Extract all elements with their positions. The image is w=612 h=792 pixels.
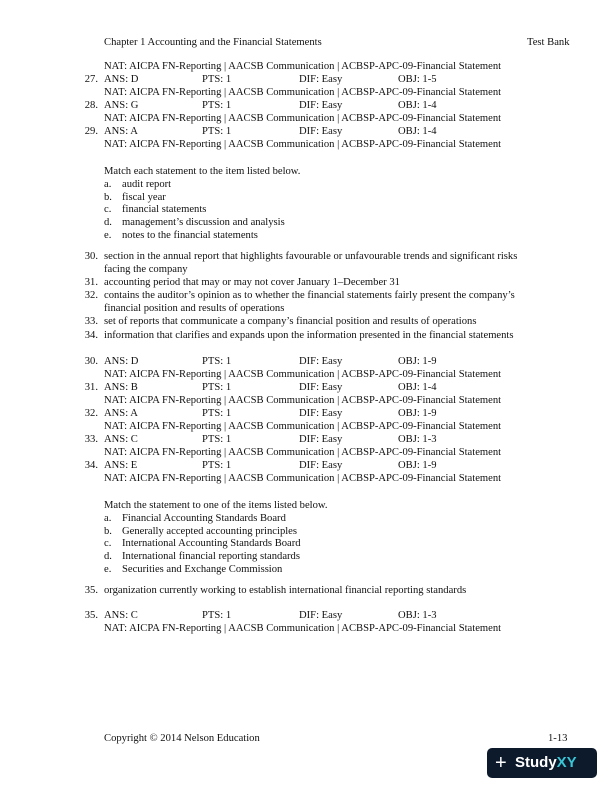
nat-line: NAT: AICPA FN-Reporting | AACSB Communication | ACBSP-APC-09-Financial Statement xyxy=(104,623,502,634)
answer-difficulty: DIF: Easy xyxy=(299,434,343,445)
answer-points: PTS: 1 xyxy=(202,100,232,111)
answer-difficulty: DIF: Easy xyxy=(299,356,343,367)
option-text: financial statements xyxy=(122,204,207,215)
nat-line: NAT: AICPA FN-Reporting | AACSB Communication | ACBSP-APC-09-Financial Statement xyxy=(104,113,502,124)
answer-points: PTS: 1 xyxy=(202,460,232,471)
question-text: accounting period that may or may not cover January 1–December 31 xyxy=(104,277,400,288)
nat-line: NAT: AICPA FN-Reporting | AACSB Communication | ACBSP-APC-09-Financial Statement xyxy=(104,139,502,150)
answer-points: PTS: 1 xyxy=(202,126,232,137)
nat-line: NAT: AICPA FN-Reporting | AACSB Communication | ACBSP-APC-09-Financial Statement xyxy=(104,421,502,432)
answer-objective: OBJ: 1-4 xyxy=(398,382,437,393)
question-number: 32. xyxy=(84,290,98,301)
answer-key: ANS: G xyxy=(104,100,139,111)
answer-difficulty: DIF: Easy xyxy=(299,100,343,111)
option-letter: a. xyxy=(104,179,112,190)
answer-points: PTS: 1 xyxy=(202,356,232,367)
option-text: Generally accepted accounting principles xyxy=(122,526,298,537)
answer-number: 29. xyxy=(84,126,98,137)
answer-difficulty: DIF: Easy xyxy=(299,460,343,471)
answer-key: ANS: C xyxy=(104,434,138,445)
answer-difficulty: DIF: Easy xyxy=(299,408,343,419)
option-text: Financial Accounting Standards Board xyxy=(122,513,286,524)
answer-points: PTS: 1 xyxy=(202,434,232,445)
nat-line: NAT: AICPA FN-Reporting | AACSB Communication | ACBSP-APC-09-Financial Statement xyxy=(104,369,502,380)
answer-difficulty: DIF: Easy xyxy=(299,382,343,393)
option-text: International Accounting Standards Board xyxy=(122,538,301,549)
option-letter: b. xyxy=(104,526,112,537)
answer-difficulty: DIF: Easy xyxy=(299,126,343,137)
answer-number: 27. xyxy=(84,74,98,85)
answer-objective: OBJ: 1-9 xyxy=(398,408,437,419)
answer-number: 28. xyxy=(84,100,98,111)
answer-objective: OBJ: 1-9 xyxy=(398,460,437,471)
question-text: set of reports that communicate a company’s financial position and results of operations xyxy=(104,316,477,327)
option-text: management’s discussion and analysis xyxy=(122,217,285,228)
option-letter: c. xyxy=(104,538,112,549)
footer-copyright: Copyright © 2014 Nelson Education xyxy=(104,733,260,744)
answer-key: ANS: E xyxy=(104,460,138,471)
match-instruction: Match each statement to the item listed below. xyxy=(104,166,301,177)
answer-objective: OBJ: 1-4 xyxy=(398,100,437,111)
option-letter: c. xyxy=(104,204,112,215)
plus-icon: + xyxy=(495,752,507,774)
option-letter: e. xyxy=(104,564,112,575)
option-text: audit report xyxy=(122,179,172,190)
option-text: notes to the financial statements xyxy=(122,230,258,241)
page-header-label: Test Bank xyxy=(527,37,570,48)
answer-number: 34. xyxy=(84,460,98,471)
nat-line: NAT: AICPA FN-Reporting | AACSB Communication | ACBSP-APC-09-Financial Statement xyxy=(104,395,502,406)
answer-number: 30. xyxy=(84,356,98,367)
question-text: section in the annual report that highlights favourable or unfavourable trends and significant risks facing the company xyxy=(104,251,518,275)
option-letter: d. xyxy=(104,551,112,562)
studyxy-badge[interactable] xyxy=(487,748,597,778)
answer-number: 32. xyxy=(84,408,98,419)
answer-key: ANS: D xyxy=(104,74,139,85)
question-text: contains the auditor’s opinion as to whether the financial statements fairly present the company’s financial position and results of operations xyxy=(104,290,515,314)
brand-main: Study xyxy=(515,754,557,771)
answer-objective: OBJ: 1-9 xyxy=(398,356,437,367)
footer-page-number: 1-13 xyxy=(548,733,568,744)
question-number: 30. xyxy=(84,251,98,262)
nat-line: NAT: AICPA FN-Reporting | AACSB Communication | ACBSP-APC-09-Financial Statement xyxy=(104,447,502,458)
answer-number: 33. xyxy=(84,434,98,445)
answer-key: ANS: A xyxy=(104,126,138,137)
answer-objective: OBJ: 1-3 xyxy=(398,434,437,445)
brand-accent: XY xyxy=(556,754,577,771)
answer-key: ANS: C xyxy=(104,610,138,621)
answer-key: ANS: A xyxy=(104,408,138,419)
option-letter: a. xyxy=(104,513,112,524)
question-text: organization currently working to establish international financial reporting standards xyxy=(104,585,467,596)
option-text: International financial reporting standards xyxy=(122,551,300,562)
answer-difficulty: DIF: Easy xyxy=(299,74,343,85)
question-number: 31. xyxy=(84,277,98,288)
answer-objective: OBJ: 1-5 xyxy=(398,74,437,85)
question-text: information that clarifies and expands upon the information presented in the financial statements xyxy=(104,330,514,341)
option-letter: b. xyxy=(104,192,112,203)
answer-key: ANS: B xyxy=(104,382,138,393)
answer-objective: OBJ: 1-4 xyxy=(398,126,437,137)
question-number: 34. xyxy=(84,330,98,341)
answer-number: 35. xyxy=(84,610,98,621)
answer-objective: OBJ: 1-3 xyxy=(398,610,437,621)
option-letter: d. xyxy=(104,217,112,228)
answer-difficulty: DIF: Easy xyxy=(299,610,343,621)
studyxy-logo xyxy=(515,748,577,778)
question-number: 35. xyxy=(84,585,98,596)
nat-line: NAT: AICPA FN-Reporting | AACSB Communication | ACBSP-APC-09-Financial Statement xyxy=(104,61,502,72)
nat-line: NAT: AICPA FN-Reporting | AACSB Communication | ACBSP-APC-09-Financial Statement xyxy=(104,87,502,98)
answer-points: PTS: 1 xyxy=(202,382,232,393)
answer-points: PTS: 1 xyxy=(202,408,232,419)
option-letter: e. xyxy=(104,230,112,241)
answer-number: 31. xyxy=(84,382,98,393)
option-text: fiscal year xyxy=(122,192,166,203)
question-number: 33. xyxy=(84,316,98,327)
answer-key: ANS: D xyxy=(104,356,139,367)
page-header-title: Chapter 1 Accounting and the Financial Statements xyxy=(104,37,322,48)
answer-points: PTS: 1 xyxy=(202,610,232,621)
option-text: Securities and Exchange Commission xyxy=(122,564,283,575)
match-instruction: Match the statement to one of the items listed below. xyxy=(104,500,328,511)
answer-points: PTS: 1 xyxy=(202,74,232,85)
nat-line: NAT: AICPA FN-Reporting | AACSB Communication | ACBSP-APC-09-Financial Statement xyxy=(104,473,502,484)
